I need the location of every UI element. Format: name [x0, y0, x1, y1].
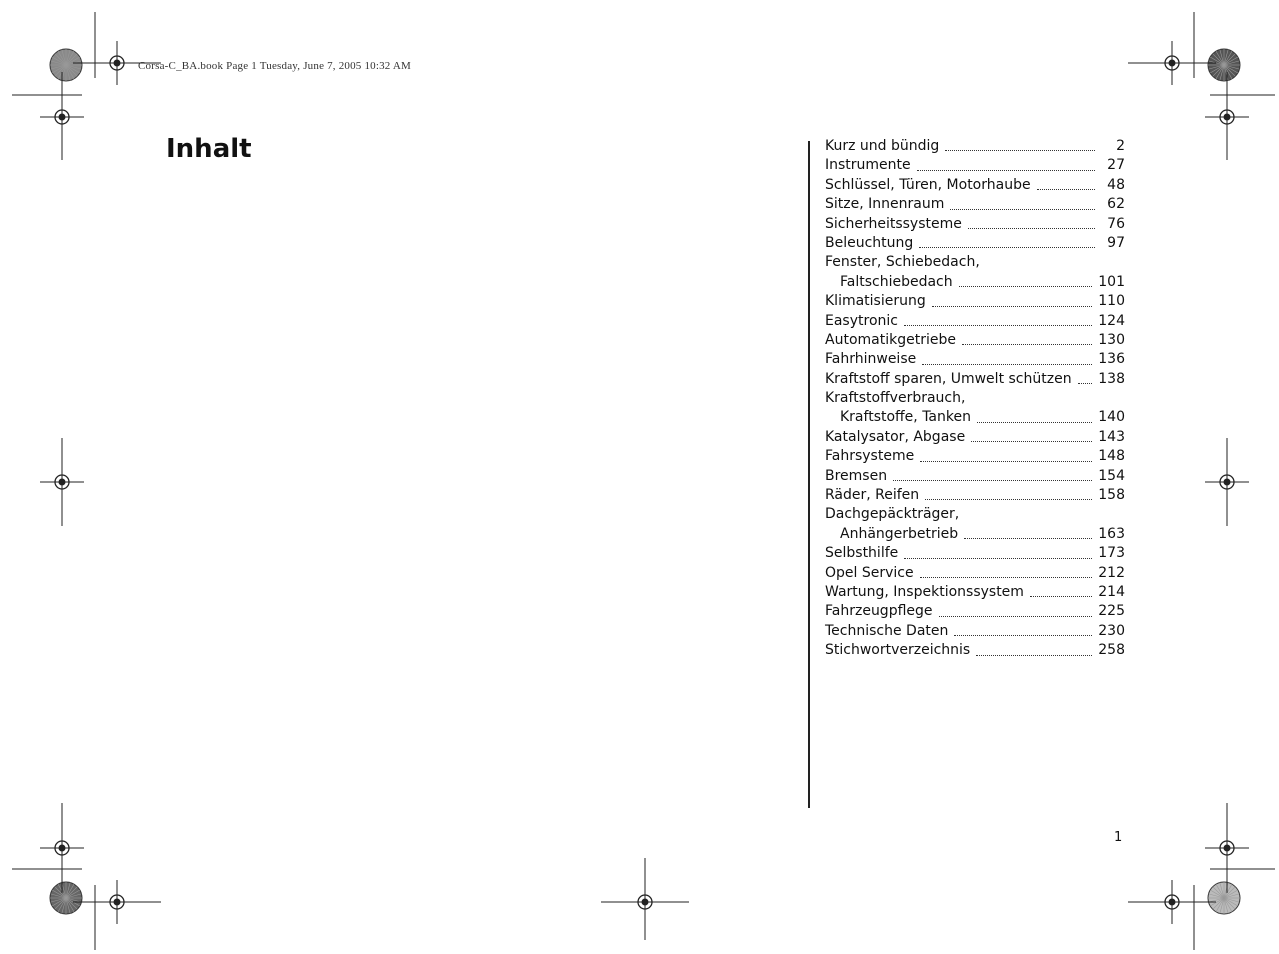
toc-dot-leader [932, 306, 1093, 307]
toc-dot-leader [950, 209, 1095, 210]
toc-entry-title: Opel Service [825, 564, 914, 581]
toc-dot-leader [954, 635, 1092, 636]
toc-entry-page: 158 [1098, 487, 1125, 504]
toc-entry[interactable] [825, 564, 1125, 583]
toc-entry-page: 101 [1098, 273, 1125, 290]
toc-dot-leader [917, 170, 1095, 171]
toc-entry-title: Kraftstoffverbrauch, [825, 390, 966, 407]
toc-entry[interactable] [825, 215, 1125, 234]
toc-entry-title: Schlüssel, Türen, Motorhaube [825, 176, 1031, 193]
toc-entry-title: Automatikgetriebe [825, 331, 956, 348]
toc-dot-leader [904, 558, 1092, 559]
toc-dot-leader [919, 247, 1095, 248]
toc-entry-page: 27 [1107, 157, 1125, 174]
registration-target-icon [50, 882, 82, 914]
toc-entry[interactable] [825, 389, 1125, 408]
toc-dot-leader [920, 577, 1093, 578]
toc-dot-leader [1030, 596, 1092, 597]
toc-dot-leader [925, 499, 1092, 500]
toc-entry[interactable] [825, 331, 1125, 350]
toc-entry-page: 258 [1098, 642, 1125, 659]
toc-entry-title: Beleuchtung [825, 234, 914, 251]
toc-dot-leader [968, 228, 1095, 229]
toc-entry-title: Technische Daten [825, 622, 949, 639]
toc-dot-leader [920, 461, 1092, 462]
toc-entry-title: Klimatisierung [825, 293, 926, 310]
toc-entry[interactable] [825, 156, 1125, 175]
toc-entry-title: Kraftstoffe, Tanken [840, 409, 971, 426]
toc-entry-page: 143 [1098, 428, 1125, 445]
toc-entry-page: 2 [1116, 137, 1125, 154]
toc-entry-page: 124 [1098, 312, 1125, 329]
toc-entry-title: Katalysator, Abgase [825, 428, 966, 445]
registration-target-icon [1208, 882, 1240, 914]
toc-entry-page: 48 [1107, 176, 1125, 193]
print-header: Corsa-C_BA.book Page 1 Tuesday, June 7, 2005 10:32 AM [138, 60, 411, 72]
toc-dot-leader [976, 655, 1092, 656]
registration-target-icon [50, 49, 82, 81]
toc-entry[interactable] [825, 176, 1125, 195]
toc-entry[interactable] [825, 447, 1125, 466]
toc-entry-page: 97 [1107, 234, 1125, 251]
toc-entry-title: Instrumente [825, 157, 911, 174]
toc-dot-leader [904, 325, 1092, 326]
toc-entry[interactable] [825, 467, 1125, 486]
toc-dot-leader [959, 286, 1093, 287]
toc-entry-title: Fahrsysteme [825, 448, 915, 465]
toc-entry[interactable] [825, 602, 1125, 621]
page-title: Inhalt [166, 134, 252, 164]
toc-entry[interactable] [825, 292, 1125, 311]
toc-entry-title: Dachgepäckträger, [825, 506, 960, 523]
toc-entry[interactable] [825, 622, 1125, 641]
registration-target-icon [1208, 49, 1240, 81]
toc-entry-title: Wartung, Inspektionssystem [825, 583, 1024, 600]
toc-entry-title: Stichwortverzeichnis [825, 642, 971, 659]
toc-dot-leader [1037, 189, 1095, 190]
toc-entry-page: 138 [1098, 370, 1125, 387]
toc-entry-title: Bremsen [825, 467, 888, 484]
toc-entry-page: 154 [1098, 467, 1125, 484]
toc-entry[interactable] [825, 641, 1125, 660]
toc-entry[interactable] [825, 505, 1125, 524]
toc-entry[interactable] [825, 370, 1125, 389]
page-number: 1 [1114, 830, 1123, 845]
toc-entry-title: Sitze, Innenraum [825, 196, 945, 213]
toc-entry-page: 163 [1098, 525, 1125, 542]
toc-entry-page: 62 [1107, 196, 1125, 213]
toc-entry-page: 136 [1098, 351, 1125, 368]
toc-entry-title: Räder, Reifen [825, 487, 920, 504]
toc-dot-leader [964, 538, 1092, 539]
toc-dot-leader [922, 364, 1092, 365]
toc-entry[interactable] [825, 253, 1125, 272]
toc-entry-page: 148 [1098, 448, 1125, 465]
toc-entry[interactable] [825, 312, 1125, 331]
toc-entry[interactable] [825, 525, 1125, 544]
toc-dot-leader [893, 480, 1092, 481]
toc-entry-title: Fahrzeugpflege [825, 603, 933, 620]
toc-entry[interactable] [825, 486, 1125, 505]
toc-entry[interactable] [825, 195, 1125, 214]
toc-entry[interactable] [825, 408, 1125, 427]
toc-dot-leader [1078, 383, 1093, 384]
toc-dot-leader [945, 150, 1095, 151]
toc-entry-title: Faltschiebedach [840, 273, 953, 290]
toc-entry-page: 140 [1098, 409, 1125, 426]
toc-entry-page: 214 [1098, 583, 1125, 600]
toc-entry-page: 212 [1098, 564, 1125, 581]
table-of-contents [825, 137, 1125, 661]
toc-entry-title: Kurz und bündig [825, 137, 940, 154]
toc-entry[interactable] [825, 137, 1125, 156]
toc-entry-page: 173 [1098, 545, 1125, 562]
toc-entry-title: Fenster, Schiebedach, [825, 254, 980, 271]
toc-dot-leader [962, 344, 1092, 345]
toc-entry-title: Selbsthilfe [825, 545, 899, 562]
toc-dot-leader [939, 616, 1093, 617]
toc-entry-page: 110 [1098, 293, 1125, 310]
toc-entry-title: Easytronic [825, 312, 898, 329]
toc-dot-leader [971, 441, 1092, 442]
toc-entry[interactable] [825, 273, 1125, 292]
toc-entry[interactable] [825, 583, 1125, 602]
toc-entry[interactable] [825, 428, 1125, 447]
toc-entry-title: Sicherheitssysteme [825, 215, 962, 232]
toc-entry-page: 230 [1098, 622, 1125, 639]
toc-dot-leader [977, 422, 1092, 423]
toc-entry[interactable] [825, 234, 1125, 253]
toc-entry-title: Fahrhinweise [825, 351, 917, 368]
toc-entry-title: Kraftstoff sparen, Umwelt schützen [825, 370, 1072, 387]
toc-entry-page: 225 [1098, 603, 1125, 620]
toc-entry[interactable] [825, 544, 1125, 563]
toc-entry-page: 130 [1098, 331, 1125, 348]
toc-divider-line [808, 141, 810, 808]
toc-entry-page: 76 [1107, 215, 1125, 232]
toc-entry[interactable] [825, 350, 1125, 369]
toc-entry-title: Anhängerbetrieb [840, 525, 959, 542]
